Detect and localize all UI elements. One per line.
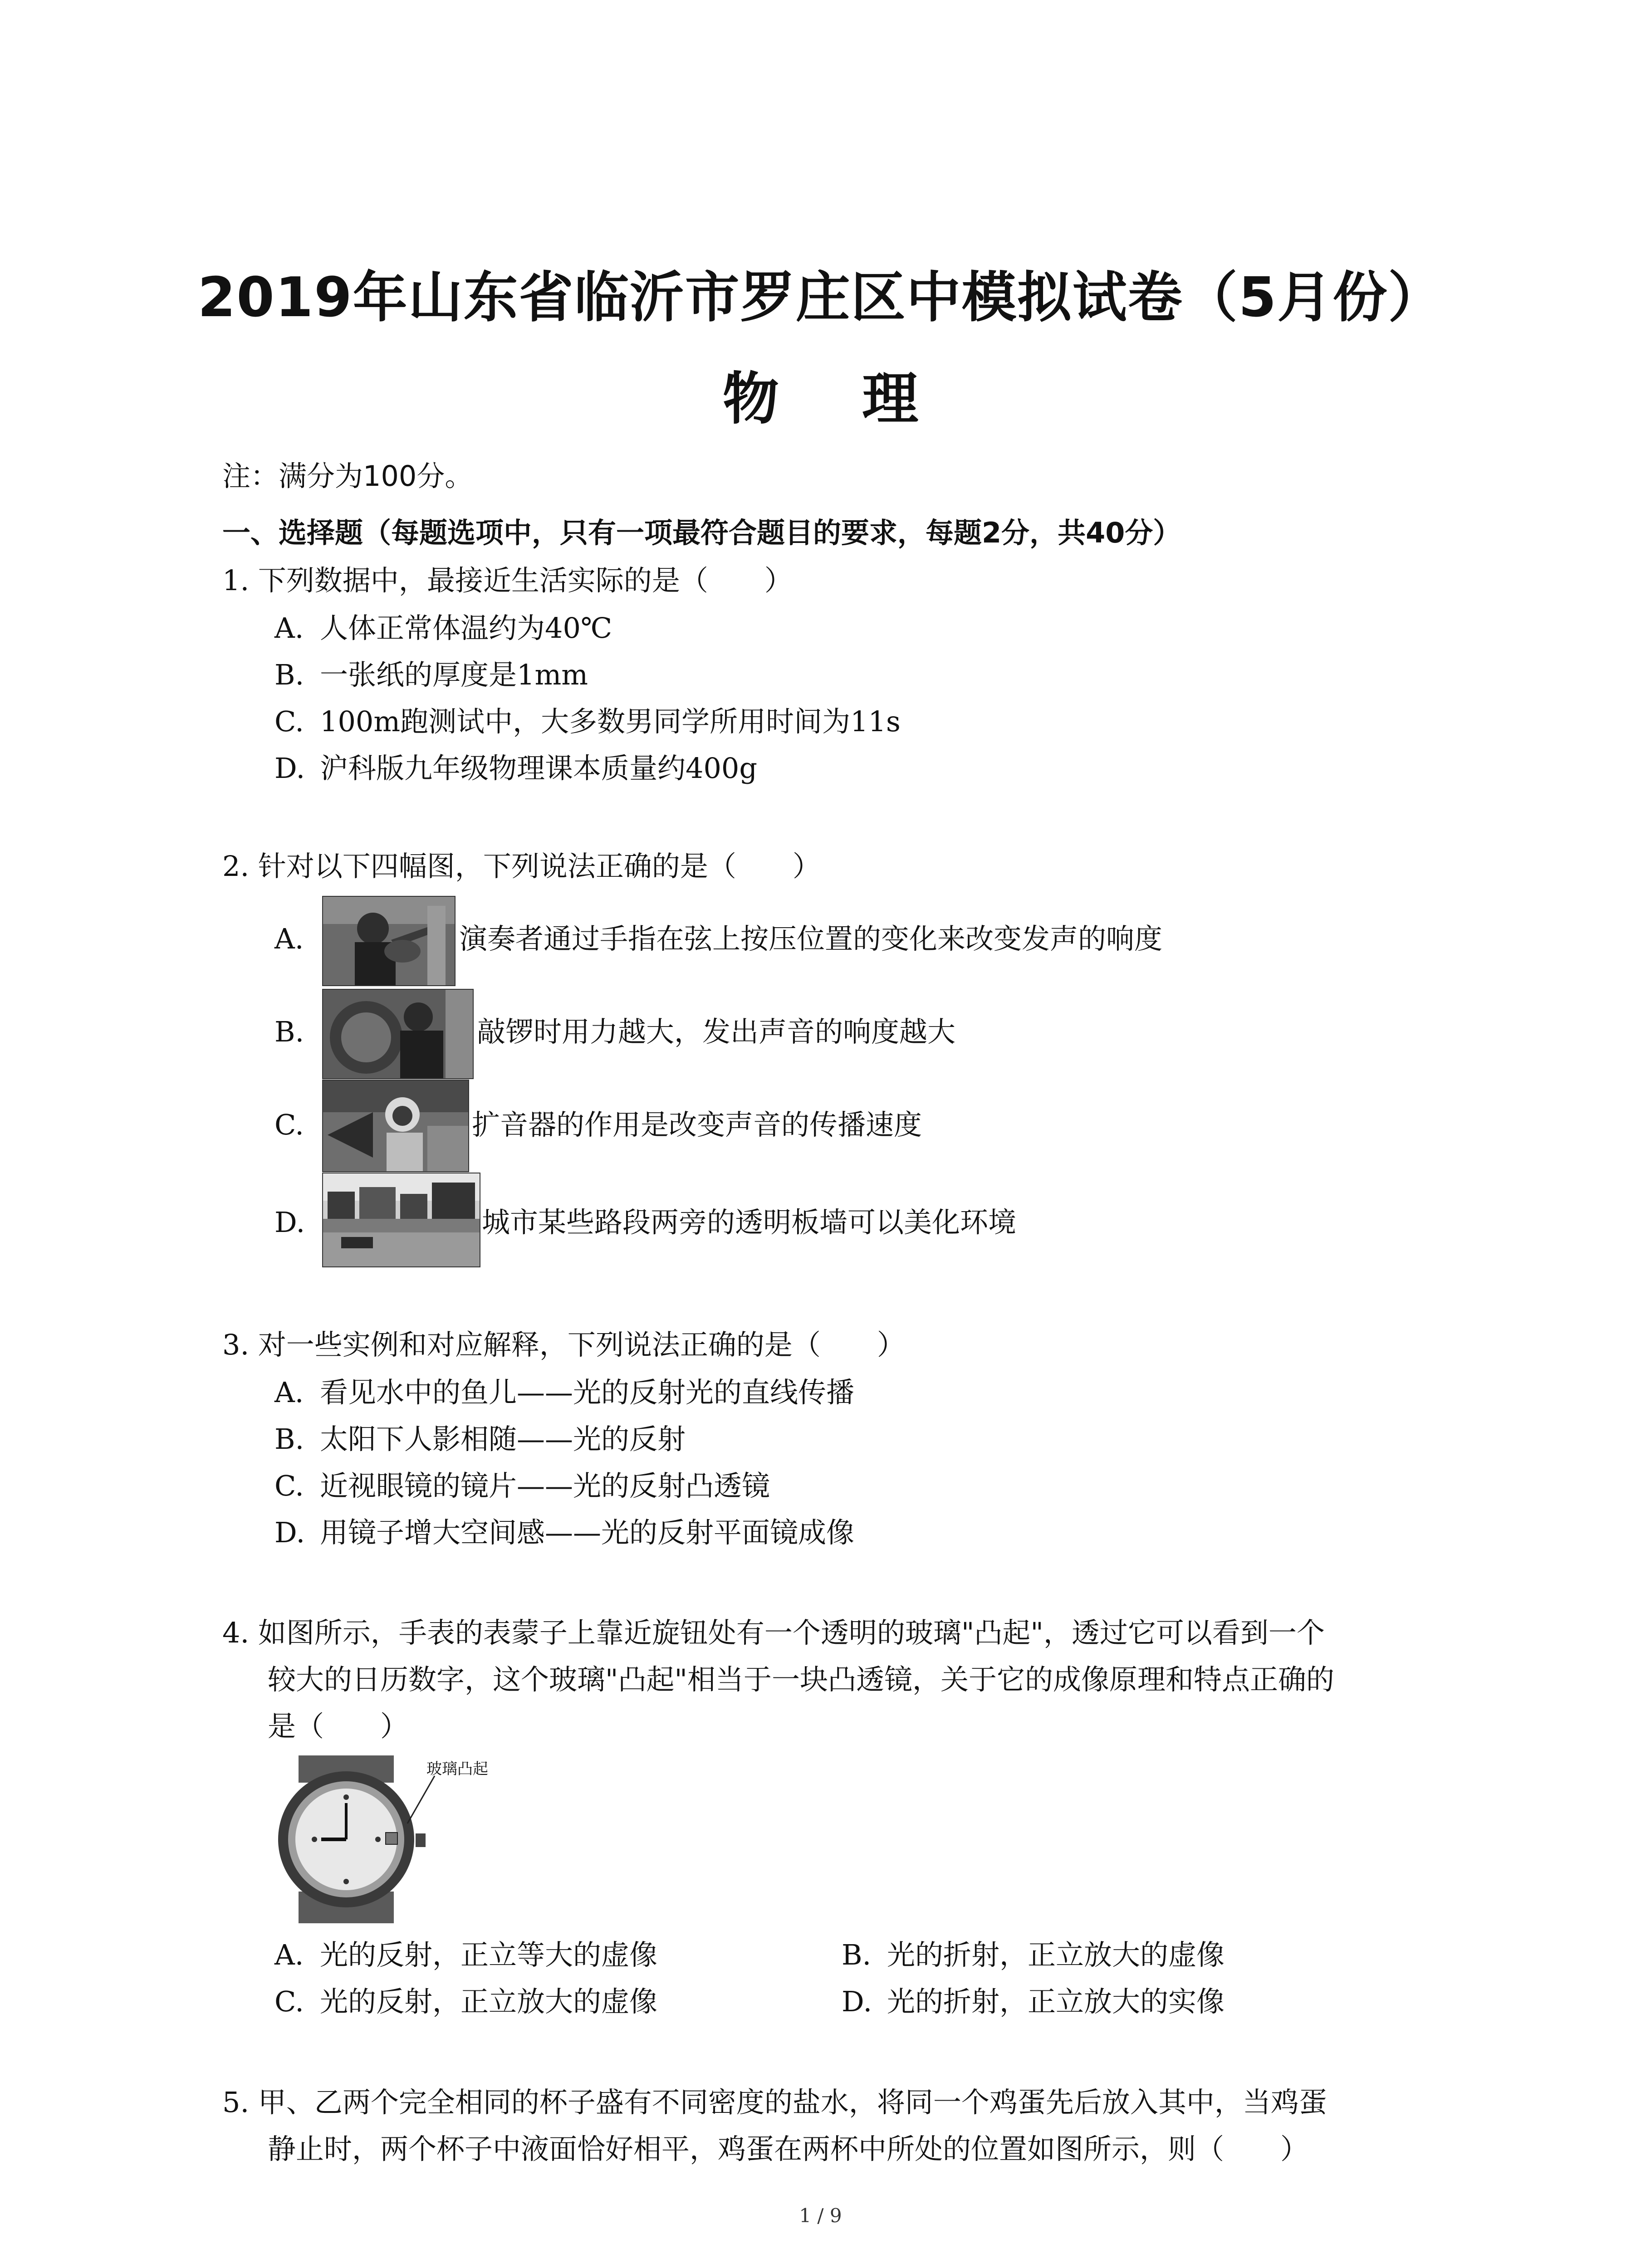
q4-option-d [842, 1984, 1225, 2020]
option-letter: D. [842, 1985, 872, 2018]
option-letter: C. [274, 705, 304, 738]
q2-stem: 2. 针对以下四幅图，下列说法正确的是（ ） [222, 850, 821, 883]
q1-option-d [274, 750, 757, 787]
q4-option-b [842, 1937, 1225, 1973]
option-text: 光的反射，正立等大的虚像 [320, 1938, 658, 1971]
section-heading: 一、选择题（每题选项中，只有一项最符合题目的要求，每题2分，共40分） [222, 516, 1181, 549]
option-letter: C. [274, 1108, 304, 1141]
q3-option-b [274, 1421, 686, 1457]
score-note: 注：满分为100分。 [222, 459, 473, 493]
option-letter: A. [274, 1938, 304, 1971]
option-text: 一张纸的厚度是1mm [320, 658, 588, 691]
option-text: 看见水中的鱼儿——光的反射光的直线传播 [320, 1376, 855, 1409]
q4-stem-line3: 是（ ） [268, 1710, 409, 1743]
megaphone-image [322, 1080, 469, 1172]
option-letter: A. [274, 922, 304, 955]
q4-stem-line2: 较大的日历数字，这个玻璃"凸起"相当于一块凸透镜，关于它的成像原理和特点正确的 [268, 1663, 1335, 1696]
q2-option-a-text: 演奏者通过手指在弦上按压位置的变化来改变发声的响度 [459, 922, 1163, 955]
option-letter: A. [274, 1376, 304, 1409]
option-letter: B. [274, 1422, 304, 1456]
option-text: 100m跑测试中，大多数男同学所用时间为11s [320, 705, 901, 738]
q4-option-c [274, 1984, 657, 2020]
q1-stem: 1. 下列数据中，最接近生活实际的是（ ） [222, 564, 793, 597]
option-text: 光的折射，正立放大的虚像 [887, 1938, 1225, 1971]
q1-option-c [274, 704, 901, 740]
q3-stem: 3. 对一些实例和对应解释，下列说法正确的是（ ） [222, 1328, 905, 1361]
q2-option-b [274, 1014, 304, 1050]
option-letter: D. [274, 1516, 305, 1549]
q1-option-b [274, 657, 588, 693]
exam-title: 2019年山东省临沂市罗庄区中模拟试卷（5月份） [197, 266, 1444, 329]
option-letter: B. [842, 1938, 872, 1971]
q2-option-c [274, 1107, 304, 1143]
option-text: 用镜子增大空间感——光的反射平面镜成像 [320, 1516, 855, 1549]
q3-option-a [274, 1374, 854, 1411]
q2-option-a [274, 921, 304, 957]
watch-image [271, 1755, 485, 1923]
q3-option-d [274, 1515, 854, 1551]
option-text: 沪科版九年级物理课本质量约400g [320, 752, 758, 785]
option-letter: C. [274, 1469, 304, 1502]
q1-option-a [274, 610, 612, 646]
q5-stem-line2: 静止时，两个杯子中液面恰好相平，鸡蛋在两杯中所处的位置如图所示，则（ ） [268, 2132, 1309, 2165]
q2-option-d [274, 1204, 305, 1241]
q4-option-a [274, 1937, 657, 1973]
q2-option-d-text: 城市某些路段两旁的透明板墙可以美化环境 [482, 1206, 1017, 1239]
option-text: 人体正常体温约为40℃ [320, 611, 612, 645]
option-text: 光的折射，正立放大的实像 [887, 1985, 1225, 2018]
option-letter: A. [274, 611, 304, 645]
option-letter: D. [274, 752, 305, 785]
q2-option-c-text: 扩音器的作用是改变声音的传播速度 [472, 1108, 922, 1141]
option-text: 光的反射，正立放大的虚像 [320, 1985, 658, 2018]
option-letter: D. [274, 1206, 305, 1239]
option-letter: B. [274, 658, 304, 691]
q3-option-c [274, 1468, 770, 1504]
road-barrier-image [322, 1173, 480, 1267]
option-text: 近视眼镜的镜片——光的反射凸透镜 [320, 1469, 770, 1502]
q4-stem-line1: 4. 如图所示，手表的表蒙子上靠近旋钮处有一个透明的玻璃"凸起"，透过它可以看到一个 [222, 1616, 1325, 1649]
q5-stem-line1: 5. 甲、乙两个完全相同的杯子盛有不同密度的盐水，将同一个鸡蛋先后放入其中，当鸡蛋 [222, 2086, 1327, 2119]
glass-bump-label: 玻璃凸起 [426, 1760, 488, 1778]
q2-option-b-text: 敲锣时用力越大，发出声音的响度越大 [477, 1015, 956, 1048]
option-letter: C. [274, 1985, 304, 2018]
page-number: 1 / 9 [799, 2204, 842, 2227]
subject-title: 物 理 [722, 367, 950, 432]
option-letter: B. [274, 1015, 304, 1048]
violin-player-image [322, 896, 456, 986]
gong-player-image [322, 989, 474, 1079]
option-text: 太阳下人影相随——光的反射 [320, 1422, 686, 1456]
